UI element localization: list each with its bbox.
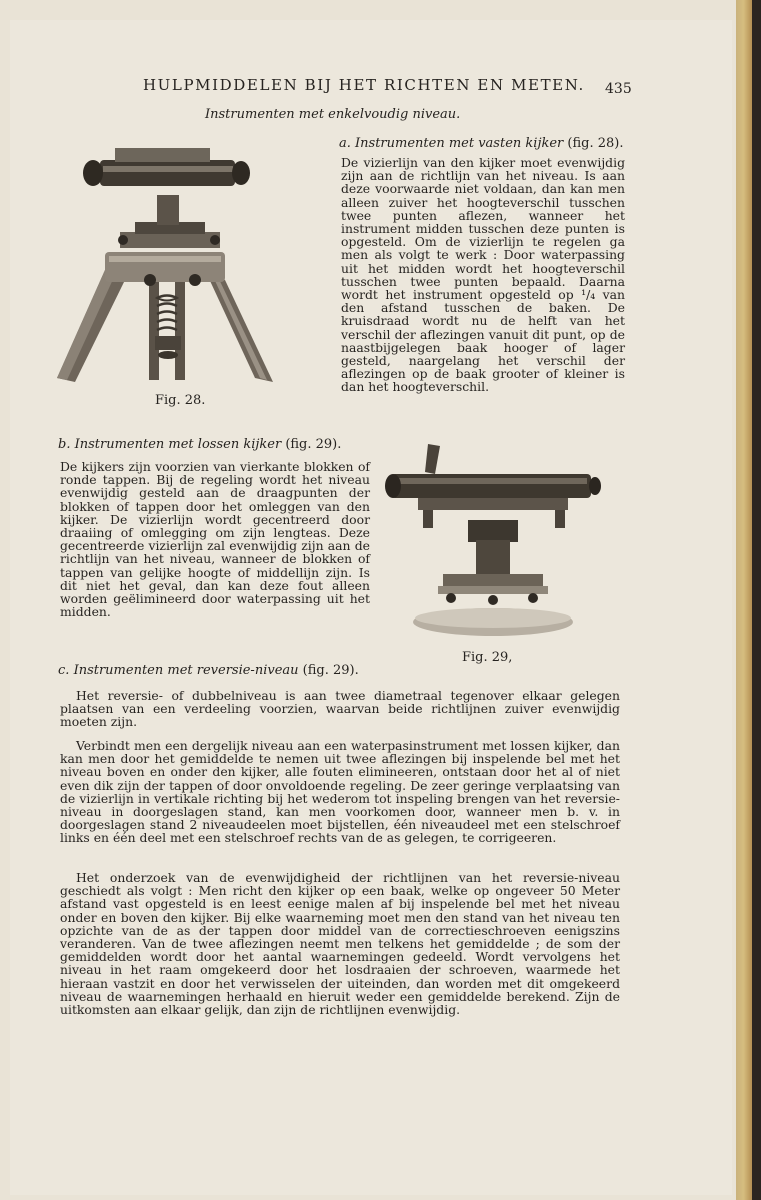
section-c-heading bbox=[58, 663, 359, 678]
section-a-ref: (fig. 28). bbox=[567, 136, 624, 151]
section-c-label: c. bbox=[58, 663, 70, 678]
figure-29-caption: Fig. 29, bbox=[462, 650, 513, 665]
page-number: 435 bbox=[605, 81, 632, 97]
section-b-title: Instrumenten met lossen kijker bbox=[74, 437, 282, 452]
subheading: Instrumenten met enkelvoudig niveau. bbox=[205, 107, 461, 122]
section-b-heading bbox=[58, 437, 341, 452]
figure-28-level-instrument bbox=[45, 140, 285, 385]
section-c-paragraph-3: Het onderzoek van de evenwijdigheid der richtlijnen van het reversie-niveau geschiedt als volgt : Men richt den kijker op een baak, welke op ongeveer 50 Meter afstand vast opgesteld is en leest eenige malen af bij inspelende bel met het niveau onder en boven den kijker. Bij elke waarneming moet men den stand van het niveau ten opzichte van de as der tappen door middel van de correctieschroeven eenigszins veranderen. Van de twee aflezingen neemt men telkens het gemiddelde ; de som der gemiddelden wordt door het aantal waarnemingen gedeeld. Wordt vervolgens het niveau in het raam omgekeerd door het losdraaien der schroeven, waarmede het hieraan vastzit en door het verwisselen der uiteinden, dan worden met dit omgekeerd niveau de waarnemingen herhaald en hieruit weder een gemiddelde berekend. Zijn de uitkomsten aan elkaar gelijk, dan zijn de richtlijnen evenwijdig. bbox=[60, 870, 620, 1018]
section-a-title: Instrumenten met vasten kijker bbox=[355, 136, 564, 151]
running-header: HULPMIDDELEN BIJ HET RICHTEN EN METEN. bbox=[143, 76, 585, 94]
section-a-label: a. bbox=[339, 136, 351, 151]
figure-29-level-instrument bbox=[383, 440, 605, 645]
section-b-ref: (fig. 29). bbox=[285, 437, 342, 452]
section-b-text: De kijkers zijn voorzien van vierkante blokken of ronde tappen. Bij de regeling wordt het niveau evenwijdig gesteld aan de draagpunten der blokken of tappen door het omleggen van den kijker. De vizierlijn wordt gecentreerd door draaiing of omlegging om zijn lengteas. Deze gecentreerde vizierlijn zal evenwijdig zijn aan de richtlijn van het niveau, wanneer de blokken of tappen van gelijke hoogte of middellijn zijn. Is dit niet het geval, dan kan deze fout alleen worden geëlimineerd door waterpassing uit het midden. bbox=[60, 459, 370, 620]
section-c-title: Instrumenten met reversie-niveau bbox=[73, 663, 299, 678]
book-spine-shadow bbox=[752, 0, 761, 1200]
section-c-paragraph-1: Het reversie- of dubbelniveau is aan twee diametraal tegenover elkaar gelegen plaatsen van een verdeeling voorzien, waarvan beide richtlijnen zuiver evenwijdig moeten zijn. bbox=[60, 688, 620, 730]
section-c-ref: (fig. 29). bbox=[302, 663, 359, 678]
section-a-heading bbox=[339, 136, 623, 151]
section-b-label: b. bbox=[58, 437, 71, 452]
figure-28-caption: Fig. 28. bbox=[155, 393, 206, 408]
section-a-text: De vizierlijn van den kijker moet evenwijdig zijn aan de richtlijn van het niveau. Is aan deze voorwaarde niet voldaan, dan kan men alleen zuiver het hoogteverschil tusschen twee punten aflezen, wanneer het instrument midden tusschen deze punten is opgesteld. Om de vizierlijn te regelen ga men als volgt te werk : Door waterpassing uit het midden wordt het hoogteverschil tusschen twee punten bepaald. Daarna wordt het instrument opgesteld op ¹/₄ van den afstand tusschen de baken. De kruisdraad wordt nu de helft van het verschil der aflezingen vanuit dit punt, op de naastbijgelegen baak hooger of lager gesteld, naargelang het verschil der aflezingen op de baak grooter of kleiner is dan het hoogteverschil. bbox=[341, 155, 625, 395]
section-c-paragraph-2: Verbindt men een dergelijk niveau aan een waterpasinstrument met lossen kijker, dan kan men door het gemiddelde te nemen uit twee aflezingen bij inspelende bel met het niveau boven en onder den kijker, alle fouten elimineeren, ontstaan door het al of niet even dik zijn der tappen of door onvoldoende regeling. De zeer geringe verplaatsing van de vizierlijn in vertikale richting bij het wederom tot inspeling brengen van het reversie-niveau in doorgeslagen stand, kan men voorkomen door, wanneer men b. v. in doorgeslagen stand 2 niveaudeelen moet bijstellen, één niveaudeel met een stelschroef links en één deel met een stelschroef rechts van de as gelegen, te corrigeeren. bbox=[60, 738, 620, 846]
